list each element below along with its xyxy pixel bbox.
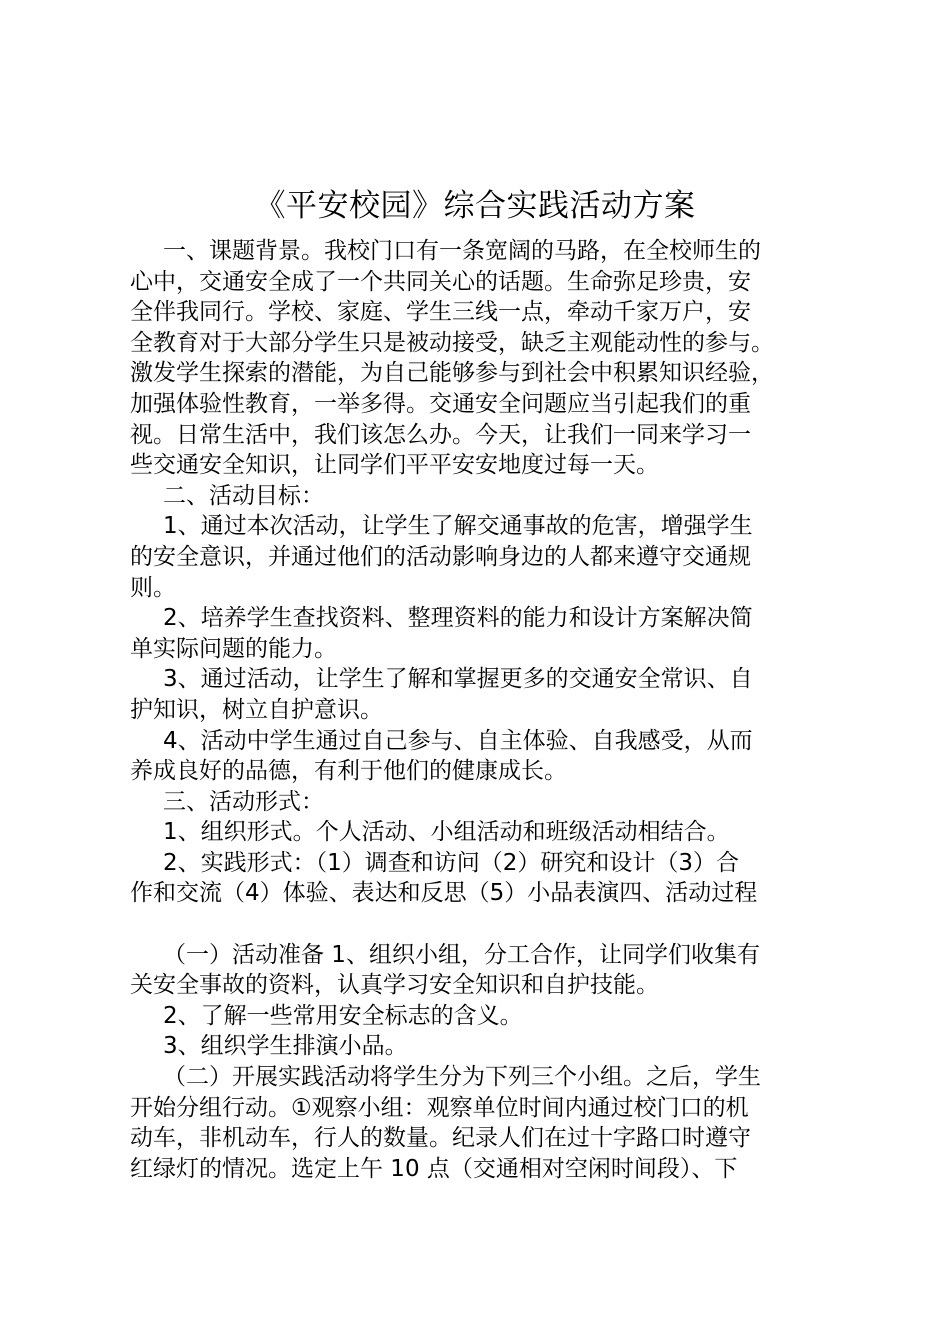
document-title: 《平安校园》综合实践活动方案	[254, 188, 696, 224]
paragraph-line: 2、了解一些常用安全标志的含义。	[163, 1002, 523, 1029]
paragraph-line: 全教育对于大部分学生只是被动接受，缺乏主观能动性的参与。	[130, 329, 774, 356]
paragraph-line: 激发学生探索的潜能，为自己能够参与到社会中积累知识经验，	[130, 360, 774, 387]
paragraph-line: 4、活动中学生通过自己参与、自主体验、自我感受，从而	[163, 727, 753, 754]
paragraph-line: 心中，交通安全成了一个共同关心的话题。生命弥足珍贵，安	[130, 268, 751, 295]
paragraph-line: 些交通安全知识，让同学们平平安安地度过每一天。	[130, 452, 659, 479]
paragraph-line: 关安全事故的资料，认真学习安全知识和自护技能。	[130, 972, 659, 999]
section-heading: 二、活动目标：	[163, 482, 324, 509]
paragraph-line: 护知识，树立自护意识。	[130, 696, 383, 723]
paragraph-line: 2、培养学生查找资料、整理资料的能力和设计方案解决简	[163, 605, 753, 632]
paragraph-line: 红绿灯的情况。选定上午 10 点（交通相对空闲时间段）、下	[130, 1155, 738, 1182]
paragraph-line: 单实际问题的能力。	[130, 635, 337, 662]
blank-line	[130, 909, 830, 940]
section-heading: 三、活动形式：	[163, 788, 324, 815]
paragraph-line: 视。日常生活中，我们该怎么办。今天，让我们一同来学习一	[130, 421, 751, 448]
paragraph-line: 2、实践形式：（1）调查和访问（2）研究和设计（3）合	[163, 849, 740, 876]
paragraph-line: 动车，非机动车，行人的数量。纪录人们在过十字路口时遵守	[130, 1125, 751, 1152]
paragraph-line: 一、课题背景。我校门口有一条宽阔的马路，在全校师生的	[163, 238, 761, 264]
paragraph-line: 3、组织学生排演小品。	[163, 1033, 408, 1060]
paragraph-line: 开始分组行动。①观察小组：观察单位时间内通过校门口的机	[130, 1094, 749, 1121]
paragraph-line: 1、通过本次活动，让学生了解交通事故的危害，增强学生	[163, 513, 753, 540]
paragraph-line: 则。	[130, 574, 176, 601]
paragraph-line: 养成良好的品德，有利于他们的健康成长。	[130, 758, 567, 785]
paragraph-line: （二）开展实践活动将学生分为下列三个小组。之后，学生	[163, 1064, 761, 1091]
paragraph-line: （一）活动准备 1、组织小组，分工合作，让同学们收集有	[163, 941, 760, 968]
paragraph-line: 加强体验性教育，一举多得。交通安全问题应当引起我们的重	[130, 390, 751, 417]
paragraph-line: 3、通过活动，让学生了解和掌握更多的交通安全常识、自	[163, 666, 753, 693]
document-body	[130, 236, 830, 1184]
paragraph-line: 全伴我同行。学校、家庭、学生三线一点，牵动千家万户，安	[130, 299, 751, 326]
paragraph-line: 1、组织形式。个人活动、小组活动和班级活动相结合。	[163, 819, 730, 846]
paragraph-line: 作和交流（4）体验、表达和反思（5）小品表演四、活动过程	[130, 880, 758, 907]
paragraph-line: 的安全意识，并通过他们的活动影响身边的人都来遵守交通规	[130, 543, 751, 570]
